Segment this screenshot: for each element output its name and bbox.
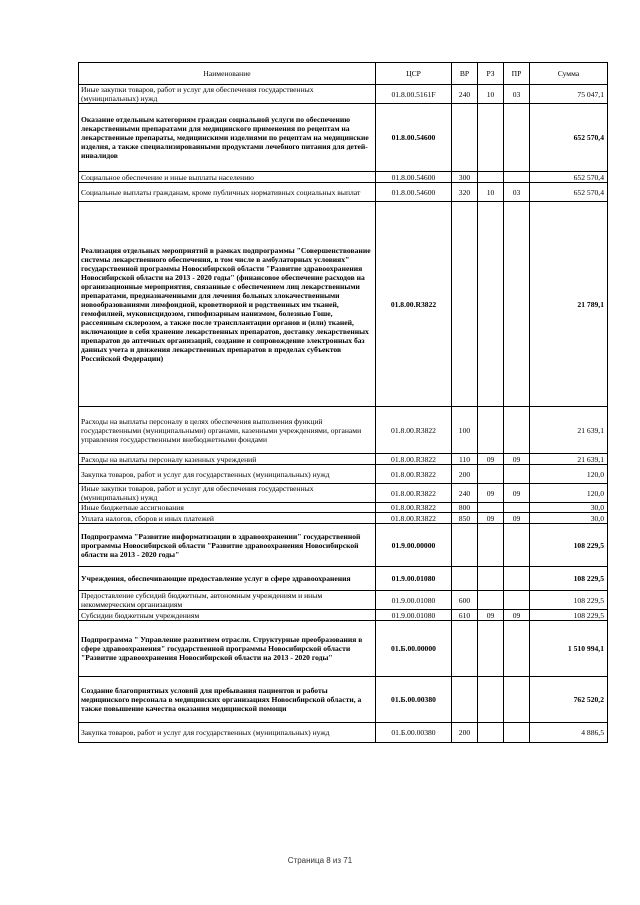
cell-csr: 01.Б.00.00380: [376, 723, 452, 743]
cell-vr: 600: [452, 591, 478, 610]
cell-pr: [504, 621, 530, 677]
cell-rz: [478, 591, 504, 610]
cell-sum: 1 510 994,1: [530, 621, 608, 677]
table-row: [79, 723, 608, 743]
cell-pr: [504, 503, 530, 513]
cell-sum: 4 886,5: [530, 723, 608, 743]
cell-csr: 01.8.00.R3822: [376, 503, 452, 513]
cell-rz: 10: [478, 85, 504, 104]
cell-rz: [478, 172, 504, 183]
cell-rz: [478, 677, 504, 723]
cell-sum: 652 570,4: [530, 172, 608, 183]
cell-sum: 120,0: [530, 484, 608, 503]
cell-csr: 01.8.00.R3822: [376, 465, 452, 484]
cell-vr: [452, 567, 478, 591]
cell-pr: 09: [504, 484, 530, 503]
table-body: [79, 85, 608, 743]
cell-name: Иные бюджетные ассигнования: [79, 503, 376, 513]
cell-vr: [452, 104, 478, 172]
cell-name: Подпрограмма " Управление развитием отрасли. Структурные преобразования в сфере здравоохранения" государственной программы Новосибирской области "Развитие здравоохранения Новосибирской области на 2013 - 2020 годы": [79, 621, 376, 677]
cell-rz: [478, 723, 504, 743]
cell-csr: 01.8.00.R3822: [376, 454, 452, 465]
cell-sum: 120,0: [530, 465, 608, 484]
cell-sum: 21 789,1: [530, 202, 608, 407]
cell-vr: 100: [452, 407, 478, 454]
cell-rz: 09: [478, 610, 504, 621]
cell-vr: [452, 524, 478, 567]
cell-vr: 850: [452, 513, 478, 524]
cell-pr: [504, 524, 530, 567]
cell-sum: 108 229,5: [530, 524, 608, 567]
table-row: [79, 591, 608, 610]
cell-vr: 300: [452, 172, 478, 183]
cell-rz: 09: [478, 484, 504, 503]
header-rz: РЗ: [478, 63, 504, 85]
cell-sum: 762 520,2: [530, 677, 608, 723]
cell-rz: 09: [478, 454, 504, 465]
cell-csr: 01.9.00.01080: [376, 567, 452, 591]
header-csr: ЦСР: [376, 63, 452, 85]
cell-sum: 108 229,5: [530, 591, 608, 610]
cell-vr: [452, 202, 478, 407]
cell-csr: 01.9.00.01080: [376, 610, 452, 621]
cell-pr: [504, 104, 530, 172]
budget-table: [78, 62, 608, 743]
cell-pr: [504, 567, 530, 591]
table-row: [79, 503, 608, 513]
cell-vr: 610: [452, 610, 478, 621]
cell-name: Уплата налогов, сборов и иных платежей: [79, 513, 376, 524]
cell-rz: [478, 503, 504, 513]
header-pr: ПР: [504, 63, 530, 85]
cell-pr: [504, 591, 530, 610]
cell-pr: [504, 202, 530, 407]
cell-name: Социальные выплаты гражданам, кроме публичных нормативных социальных выплат: [79, 183, 376, 202]
cell-sum: 21 639,1: [530, 454, 608, 465]
header-vr: ВР: [452, 63, 478, 85]
table-row: [79, 465, 608, 484]
cell-name: Иные закупки товаров, работ и услуг для обеспечения государственных (муниципальных) нужд: [79, 484, 376, 503]
cell-sum: 652 570,4: [530, 183, 608, 202]
cell-csr: 01.8.00.R3822: [376, 484, 452, 503]
cell-name: Создание благоприятных условий для пребывания пациентов и работы медицинского персонала в медицинских организациях Новосибирской области, а также повышение качества оказания медицинской помощи: [79, 677, 376, 723]
cell-name: Учреждения, обеспечивающие предоставление услуг в сфере здравоохранения: [79, 567, 376, 591]
cell-name: Социальное обеспечение и иные выплаты населению: [79, 172, 376, 183]
table-header-row: [79, 63, 608, 85]
table-row: [79, 202, 608, 407]
cell-sum: 108 229,5: [530, 567, 608, 591]
cell-name: Подпрограмма "Развитие информатизации в здравоохранении" государственной программы Новосибирской области "Развитие здравоохранения Новосибирской области на 2013 - 2020 годы": [79, 524, 376, 567]
cell-csr: 01.Б.00.00000: [376, 621, 452, 677]
header-name: Наименование: [79, 63, 376, 85]
cell-name: Закупка товаров, работ и услуг для государственных (муниципальных) нужд: [79, 465, 376, 484]
cell-rz: [478, 104, 504, 172]
cell-name: Расходы на выплаты персоналу казенных учреждений: [79, 454, 376, 465]
cell-pr: [504, 172, 530, 183]
cell-vr: 800: [452, 503, 478, 513]
header-sum: Сумма: [530, 63, 608, 85]
cell-sum: 21 639,1: [530, 407, 608, 454]
cell-name: Реализация отдельных мероприятий в рамках подпрограммы "Совершенствование системы лекарственного обеспечения, в том числе в амбулаторных условиях" государственной программы Новосибирской области "Развитие здравоохранения Новосибирской области на 2013 - 2020 годы" (финансовое обеспечение расходов на организационные мероприятия, связанные с обеспечением лиц лекарственными препаратами, предназначенными для лечения больных злокачественными новообразованиями лимфоидной, кроветворной и родственных им тканей, гемофилией, муковисцидозом, гипофизарным нанизмом, болезнью Гоше, рассеянным склерозом, а также после трансплантации органов и (или) тканей, включающие в себя хранение лекарственных препаратов, доставку лекарственных препаратов до аптечных организаций, создание и сопровождение электронных баз данных учета и движения лекарственных препаратов в пределах субъектов Российской Федерации): [79, 202, 376, 407]
table-row: [79, 513, 608, 524]
cell-pr: [504, 677, 530, 723]
cell-sum: 652 570,4: [530, 104, 608, 172]
cell-rz: [478, 465, 504, 484]
cell-rz: 09: [478, 513, 504, 524]
cell-rz: [478, 567, 504, 591]
table-row: [79, 104, 608, 172]
cell-vr: 110: [452, 454, 478, 465]
cell-pr: 03: [504, 183, 530, 202]
cell-pr: [504, 723, 530, 743]
cell-csr: 01.8.00.5161F: [376, 85, 452, 104]
cell-sum: 30,0: [530, 503, 608, 513]
cell-vr: 200: [452, 723, 478, 743]
cell-vr: 240: [452, 85, 478, 104]
page-footer: Страница 8 из 71: [287, 856, 353, 865]
cell-csr: 01.9.00.01080: [376, 591, 452, 610]
cell-name: Предоставление субсидий бюджетным, автономным учреждениям и иным некоммерческим организациям: [79, 591, 376, 610]
cell-name: Иные закупки товаров, работ и услуг для обеспечения государственных (муниципальных) нужд: [79, 85, 376, 104]
table-row: [79, 621, 608, 677]
cell-sum: 75 047,1: [530, 85, 608, 104]
cell-rz: [478, 621, 504, 677]
table-row: [79, 524, 608, 567]
cell-rz: [478, 202, 504, 407]
cell-sum: 108 229,5: [530, 610, 608, 621]
table-row: [79, 484, 608, 503]
cell-vr: 200: [452, 465, 478, 484]
cell-rz: 10: [478, 183, 504, 202]
cell-sum: 30,0: [530, 513, 608, 524]
table-row: [79, 172, 608, 183]
table-row: [79, 85, 608, 104]
cell-vr: 320: [452, 183, 478, 202]
cell-name: Расходы на выплаты персоналу в целях обеспечения выполнения функций государственными (муниципальными) органами, казенными учреждениями, органами управления государственными внебюджетными фондами: [79, 407, 376, 454]
table-row: [79, 454, 608, 465]
cell-vr: 240: [452, 484, 478, 503]
table-row: [79, 407, 608, 454]
cell-csr: 01.8.00.54600: [376, 183, 452, 202]
cell-pr: [504, 465, 530, 484]
cell-pr: 03: [504, 85, 530, 104]
table-row: [79, 183, 608, 202]
cell-pr: 09: [504, 454, 530, 465]
cell-csr: 01.8.00.R3822: [376, 407, 452, 454]
cell-csr: 01.8.00.R3822: [376, 513, 452, 524]
cell-pr: 09: [504, 610, 530, 621]
table-row: [79, 567, 608, 591]
cell-csr: 01.8.00.R3822: [376, 202, 452, 407]
cell-name: Субсидии бюджетным учреждениям: [79, 610, 376, 621]
cell-rz: [478, 524, 504, 567]
cell-csr: 01.8.00.54600: [376, 172, 452, 183]
cell-rz: [478, 407, 504, 454]
cell-csr: 01.9.00.00000: [376, 524, 452, 567]
cell-vr: [452, 677, 478, 723]
cell-csr: 01.Б.00.00380: [376, 677, 452, 723]
cell-vr: [452, 621, 478, 677]
cell-csr: 01.8.00.54600: [376, 104, 452, 172]
budget-table-sheet: [78, 62, 607, 743]
cell-name: Оказание отдельным категориям граждан социальной услуги по обеспечению лекарственными препаратами для медицинского применения по рецептам на лекарственные препараты, медицинскими изделиями по рецептам на медицинские изделия, а также специализированными продуктами лечебного питания для детей-инвалидов: [79, 104, 376, 172]
table-row: [79, 610, 608, 621]
cell-name: Закупка товаров, работ и услуг для государственных (муниципальных) нужд: [79, 723, 376, 743]
table-row: [79, 677, 608, 723]
cell-pr: [504, 407, 530, 454]
cell-pr: 09: [504, 513, 530, 524]
